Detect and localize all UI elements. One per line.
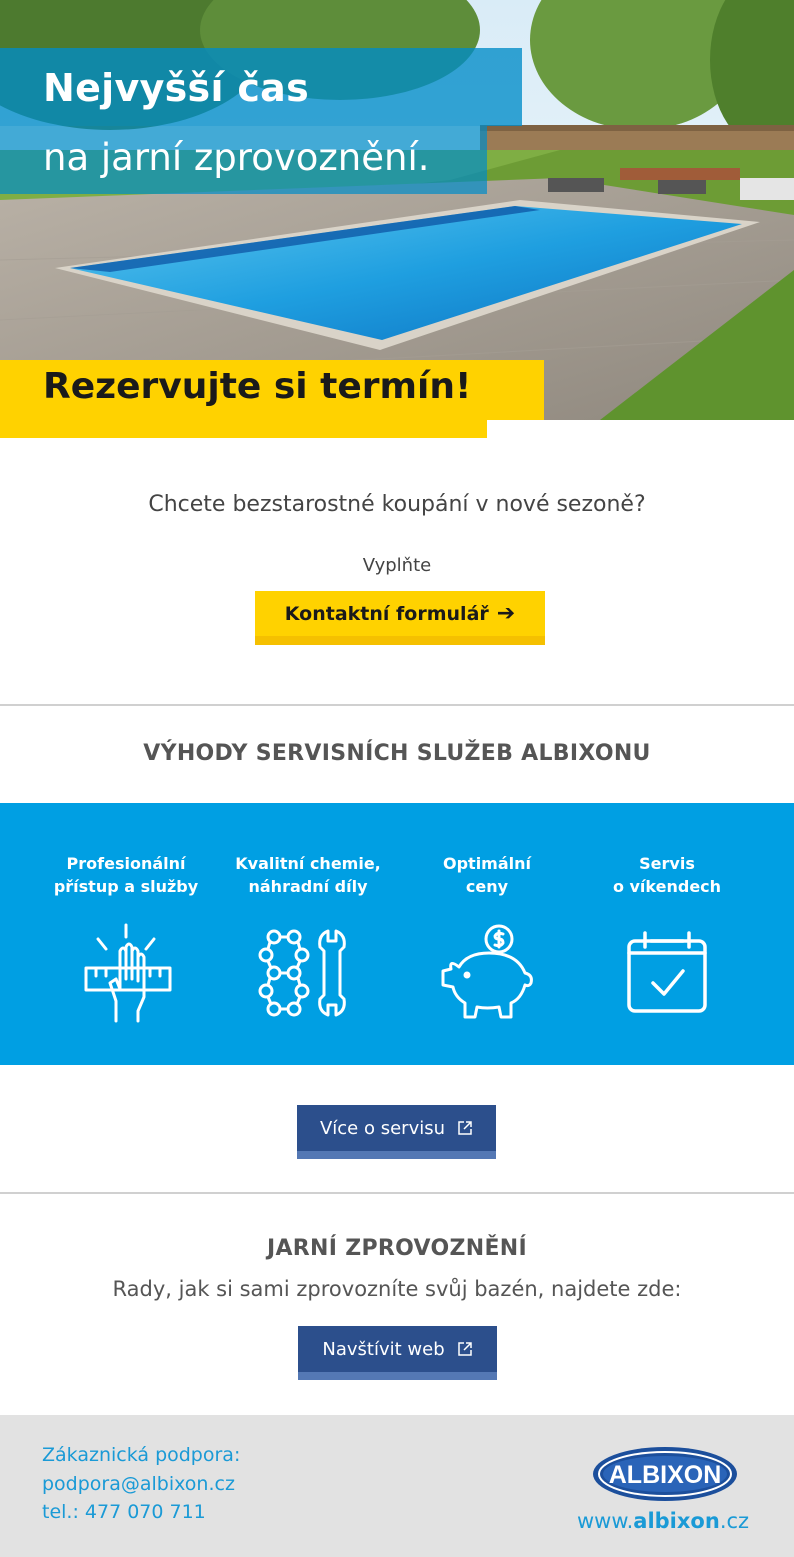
spring-text: Rady, jak si sami zprovozníte svůj bazén, najdete zde:: [112, 1277, 682, 1301]
hero-subtitle: na jarní zprovoznění.: [43, 136, 430, 179]
benefits-panel: [0, 803, 794, 1065]
arrow-right-icon: ➔: [496, 601, 516, 626]
section-divider: [0, 1192, 794, 1194]
more-service-button-label: Více o servisu: [319, 1117, 446, 1139]
piggy-bank-icon: [437, 923, 537, 1023]
benefit-line2: ceny: [465, 877, 509, 896]
hero-title: Nejvyšší čas: [43, 66, 310, 110]
benefit-line1: Profesionální: [66, 854, 186, 873]
spring-heading: JARNÍ ZPROVOZNĚNÍ: [267, 1236, 527, 1261]
more-service-button[interactable]: [297, 1105, 496, 1159]
support-email-link[interactable]: podpora@albixon.cz: [42, 1473, 235, 1495]
benefit-item-professional: [31, 803, 221, 1065]
support-phone[interactable]: tel.: 477 070 711: [42, 1501, 206, 1523]
support-label: Zákaznická podpora:: [42, 1444, 241, 1466]
website-link[interactable]: www.albixon.cz: [577, 1509, 750, 1533]
fill-label: Vyplňte: [362, 555, 432, 576]
benefit-item-weekend: [572, 803, 762, 1065]
section-divider: [0, 704, 794, 706]
visit-web-button-label: Navštívit web: [322, 1338, 445, 1360]
external-link-icon: [457, 1120, 473, 1136]
albixon-logo[interactable]: [592, 1446, 738, 1502]
cta-banner-strip: [0, 420, 487, 438]
footer: [0, 1415, 794, 1557]
calendar-check-icon: [617, 923, 717, 1023]
hero-banner: [0, 0, 794, 420]
contact-form-button[interactable]: [255, 591, 545, 645]
benefit-item-chemistry: [213, 803, 403, 1065]
contact-form-button-label: Kontaktní formulář: [284, 602, 489, 625]
logo-text: ALBIXON: [608, 1461, 722, 1489]
benefit-line1: Kvalitní chemie,: [235, 854, 381, 873]
external-link-icon: [457, 1341, 473, 1357]
hand-ruler-icon: [76, 923, 176, 1023]
molecule-wrench-icon: [258, 923, 358, 1023]
benefit-line1: Optimální: [442, 854, 531, 873]
benefits-heading: VÝHODY SERVISNÍCH SLUŽEB ALBIXONU: [143, 741, 651, 766]
intro-question: Chcete bezstarostné koupání v nové sezoně?: [148, 492, 646, 517]
benefit-line2: přístup a služby: [53, 877, 199, 896]
cta-banner-text: Rezervujte si termín!: [43, 366, 472, 407]
benefit-line2: o víkendech: [612, 877, 722, 896]
visit-web-button[interactable]: [298, 1326, 497, 1380]
benefit-line2: náhradní díly: [248, 877, 368, 896]
benefit-item-prices: [392, 803, 582, 1065]
benefit-line1: Servis: [639, 854, 695, 873]
